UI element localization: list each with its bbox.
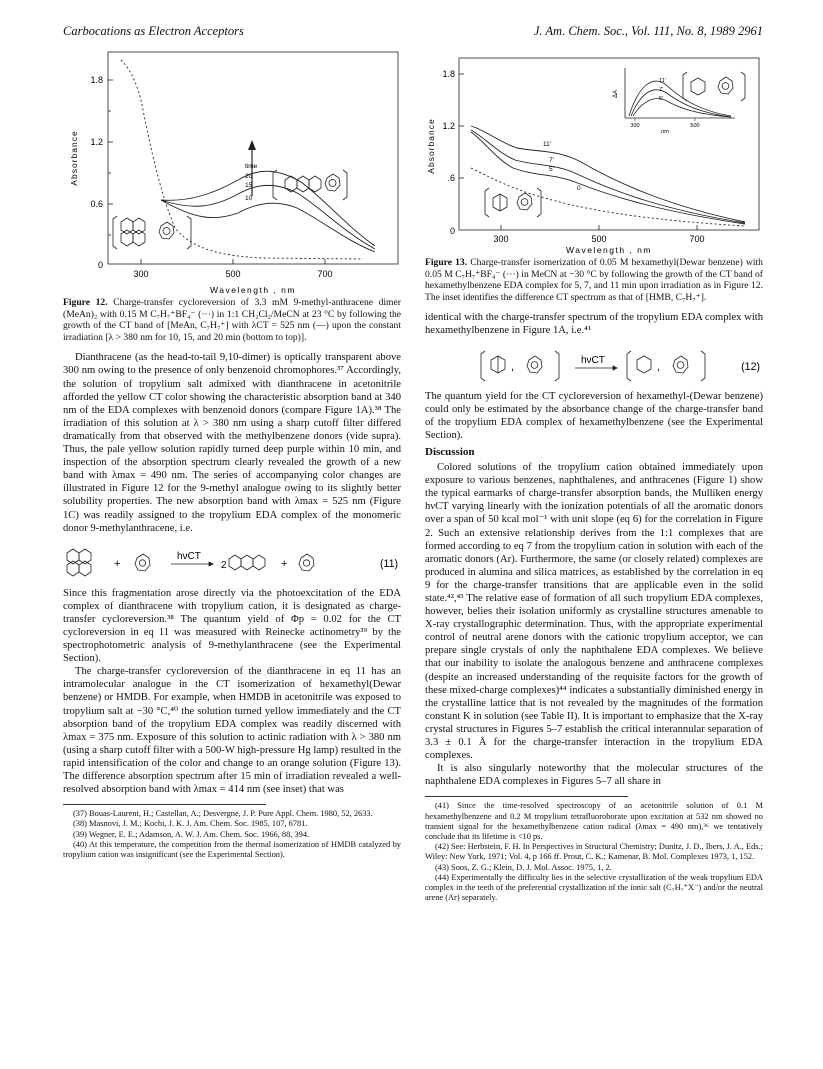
figure-12-caption [63,297,401,343]
fig13-inset-xlabel: nm [661,129,669,135]
fig12-curve-label-20: 20 [245,173,253,180]
left-paragraph-2: Since this fragmentation arose directly via the photoexcitation of the EDA complex of dianthracene with tropylium cation, it is designated as charge-transfer cycloreversion.³⁸ The quantum yield of Φp = 0.02 for the CT cycloreversion in eq 11 was measured with Reinecke actinometry³⁹ by the spectrophotometric analysis of 9-methylanthracene (see the Experimental Section). [63,587,401,665]
fig12-xtick-2: 700 [317,269,333,279]
fig12-ytick-3: 1.8 [90,75,103,85]
fig13-frame [459,58,759,230]
header-title: Carbocations as Electron Acceptors [63,24,244,38]
eq12-arrow-label: hνCT [581,354,605,366]
fig13-inset-xtick-1: 500 [690,123,700,129]
header-journal: J. Am. Chem. Soc., Vol. 111, No. 8, 1989 2961 [533,24,763,38]
left-footnotes [63,809,401,860]
footnote-43: (43) Soos, Z. G.; Klein, D. J. Mol. Assoc. 1975, 1, 2. [435,862,612,872]
fig12-xtick-0: 300 [133,269,149,279]
fig13-curve-label-11: 11' [543,141,551,148]
fig12-xtick-1: 500 [225,269,241,279]
right-paragraph-3: Colored solutions of the tropylium cation obtained immediately upon exposure to various benzenes, naphthalenes, and anthracenes (Figure 1) show the typical earmarks of charge-transfer absorption bands, the Mulliken energy hνCT varying linearly with the ionization potentials of all the aromatic donors over a span of 50 kcal mol⁻¹ with unit slope (eq 6) for the correlation in Figure 2. Such an extensive relationship derives from the 1:1 complexes that are formed according to eq 7 from the tropylium cation in solution with each of the aromatic donors (Ar). Furthermore, the same (or closely related) complexes are produced in alumina and silica matrices, as established by the correlation in eq 9 for the charge-transfer transitions that are applicable even in the solid state.⁴²,⁴³ The relative ease of formation of all such tropylium EDA complexes, however, belies their isolation uniformly as crystalline structures amenable to X-ray crystallographic determination. Thus, with the appropriate experimental control of neutral arene donors with the cationic tropylium acceptor, we can prepare single crystals of only the naphthalene EDA complexes. We believe that our inability to isolate the analogous benzene and anthracene complexes (despite an increased understanding of the requisite factors for the growth of these mixed-charge complexes)⁴⁴ indicates a substantially diminished energy in the crystalline lattice that is not revealed by the magnitudes of the formation constant K in solution (see Table II). It is important to emphasize that the X-ray crystal structures in Figures 5–7 establish the critical interannular separation of 3.3 ± 0.1 Å for the charge-transfer interaction in the tropylium EDA complexes. [425,462,763,762]
fig12-curve-10 [161,200,375,252]
fig12-time-label: time [245,163,258,170]
fig12-ylabel: Absorbance [69,130,79,186]
fig13-curve-label-5: 5' [549,166,554,173]
fig13-inset-label-5: 5' [659,96,664,102]
fig13-curve-label-0: 0 [577,185,581,192]
eq11-coefficient: 2 [221,559,227,571]
fig13-xtick-2: 700 [689,234,705,244]
fig12-curve-label-10: 10 [245,195,253,202]
right-paragraph-2: The quantum yield for the CT cycloreversion of hexamethyl-(Dewar benzene) could only be estimated by the absorbance change of the charge-transfer band of the tropylium EDA complex of hexamethylbenzene (see the Experimental Section). [425,390,763,441]
fig12-ytick-0: 0 [97,260,103,270]
equation-12 [425,346,763,384]
figure-13-caption-label: Figure 13. [425,257,468,268]
fig13-xtick-0: 300 [493,234,509,244]
fig13-xlabel: Wavelength , nm [566,245,652,255]
left-column [63,50,401,860]
footnote-44: (44) Experimentally the difficulty lies in the selective crystallization of the weak tropylium EDA complex in the teeth of the preferential crystallization of the ionic salt (C₇H₇⁺X⁻) and/or the neutral arene (Ar) separately. [425,872,763,903]
left-paragraph-3: The charge-transfer cycloreversion of the dianthracene in eq 11 has an intramolecular analogue in the CT isomerization of hexamethyl(Dewar benzene) or HMDB. For example, when HMDB in acetonitrile was exposed to tropylium salt at −30 °C,⁴⁰ the solution turned yellow immediately and the CT absorption band of the tropylium EDA complex was readily discerned with λmax = 375 nm. Exposure of this solution to actinic radiation with λ > 380 nm (using a sharp cutoff filter with a 500-W high-pressure Hg lamp) resulted in the rapid intensification of the color and change to an orange solution (Figure 13). The difference absorption spectrum after 15 min of irradiation revealed a well-resolved absorption band with λmax = 414 nm (see inset) that was [63,666,401,796]
fig13-curve-11 [471,126,745,222]
fig13-ylabel: Absorbance [426,118,436,174]
fig13-ytick-0: 0 [449,226,455,236]
equation-12-scheme [425,346,763,384]
fig13-inset-curve-11 [629,81,731,116]
right-paragraph-4: It is also singularly noteworthy that the molecular structures of the naphthalene EDA complexes in Figures 5–7 all share in [425,763,763,788]
fig13-inset-label-7: 7' [659,87,664,93]
fig13-inset-ylabel: ΔA [613,89,619,98]
equation-11-scheme [63,543,401,581]
eq11-plus-1: + [114,557,121,570]
figure-13-caption [425,257,763,303]
footnote-40: (40) At this temperature, the competition from the thermal isomerization of HMDB catalyzed by tropylium cation was insignificant (see the Experimental Section). [63,839,401,859]
figure-12-caption-label: Figure 12. [63,297,108,308]
figure-12-caption-text: Charge-transfer cycloreversion of 3.3 mM 9-methyl-anthracene dimer (MeAn)₂ with 0.15 M C₇H₇⁺BF₄⁻ (···) in 1:1 CH₂Cl₂/MeCN at 23 °C by following the growth of the CT band of [MeAn, C₇H₇⁺] with λCT = 525 nm (—) upon the constant irradiation [λ > 380 nm for 10, 15, and 20 min (bottom to top)]. [63,297,401,343]
fig13-curve-label-7: 7' [549,157,554,164]
fig12-initial-spectrum [121,60,363,259]
fig12-curve-15 [161,185,375,249]
fig13-inset-xtick-0: 300 [630,123,640,129]
left-paragraph-1: Dianthracene (as the head-to-tail 9,10-dimer) is optically transparent above 300 nm owing to the presence of only benzenoid chromophores.³⁷ Accordingly, the solution of tropylium salt admixed with dianthracene in acetonitrile afforded the yellow CT color showing the characteristic absorption band at 340 nm of the EDA complexes with benzenoid donors (compare Figure 1A).³⁸ The irradiation of this solution at λ > 380 nm using a sharp cutoff filter differed dramatically from that observed with the methylbenzene donors (vide supra). Thus, the pale yellow solution rapidly turned deep purple within 10 min, and inspection of the absorption spectrum clearly revealed the growth of a new band with λmax = 490 nm. The series of accompanying color changes are illustrated in Figure 12 for the 9-methyl analogue owing to its slightly better solubility properties. The new absorption band with λmax = 525 nm (Figure 1C) was readily assigned to the tropylium EDA complex of the monomeric donor 9-methylanthracene, i.e. [63,352,401,534]
right-paragraph-1: identical with the charge-transfer spectrum of the tropylium EDA complex with hexamethylbenzene in Figure 1A, i.e.⁴¹ [425,312,763,337]
discussion-heading: Discussion [425,445,475,458]
right-footnote-rule [425,796,628,797]
running-header [63,24,763,42]
footnote-41: (41) Since the time-resolved spectroscopy of an acetonitrile solution of 0.1 M hexamethylbenzene and 0.2 M tropylium tetrafluoroborate upon excitation at 532 nm showed no transient signal for the hexamethylbenzene cation radical (λmax = 490 nm),³⁶ we tentatively conclude that its lifetime is <10 ps. [425,801,763,841]
fig12-dimer-complex-structure [113,216,191,249]
fig13-xtick-1: 500 [591,234,607,244]
figure-12 [63,50,401,295]
fig13-ytick-1: .6 [447,173,455,183]
fig12-frame [108,52,398,264]
footnote-38: (38) Masnovi, J. M.; Kochi, J. K. J. Am. Chem. Soc. 1985, 107, 6781. [73,819,308,829]
eq11-number: (11) [379,557,398,570]
right-footnotes [425,801,763,903]
footnote-37: (37) Bouas-Laurent, H.; Castellan, A.; Desvergne, J. P. Pure Appl. Chem. 1980, 52, 2633. [73,809,373,819]
fig12-ytick-1: 0.6 [90,199,103,209]
fig12-curve-label-15: 15 [245,182,253,189]
footnote-39: (39) Wegner, E. E.; Adamson, A. W. J. Am. Chem. Soc. 1966, 88, 394. [73,829,310,839]
fig13-hmb-complex-structure [683,72,745,101]
fig13-ytick-2: 1.2 [442,121,455,131]
fig13-inset [613,68,735,135]
fig13-hmdb-complex-structure [485,188,541,217]
left-footnote-rule [63,804,266,805]
fig12-time-arrowhead [248,140,256,150]
eq11-plus-2: + [281,557,288,570]
right-column [425,50,763,903]
figure-13-caption-text: Charge-transfer isomerization of 0.05 M hexamethyl(Dewar benzene) with 0.05 M C₇H₇⁺BF₄⁻ (···) in MeCN at −30 °C by following the growth of the CT band of hexamethylbenzene EDA complex for 5, 7, and 11 min upon irradiation as in Figure 12. The inset identifies the difference CT spectrum as that of [HMB, C₇H₇⁺]. [425,257,763,303]
eq12-comma-2: , [657,360,661,373]
fig12-ytick-2: 1.2 [90,137,103,147]
eq12-comma-1: , [511,360,515,373]
eq11-arrow-label: hνCT [177,550,201,562]
figure-13 [425,50,763,255]
eq12-number: (12) [741,360,760,373]
equation-11 [63,543,401,581]
fig12-xlabel: Wavelength , nm [210,285,296,295]
fig13-ytick-3: 1.8 [442,69,455,79]
fig13-inset-label-11: 11' [659,78,666,84]
footnote-42: (42) See: Herbstein, F. H. In Perspectives in Structural Chemistry; Dunitz, J. D., Ibers, J. A., Eds.; Wiley: New York, 1971; Vol. 4, p 166 ff. Prout, C. K.; Kamenar, B. Mol. Complexes 1973, 1, 152. [425,842,763,862]
fig12-curve-20 [161,171,375,246]
